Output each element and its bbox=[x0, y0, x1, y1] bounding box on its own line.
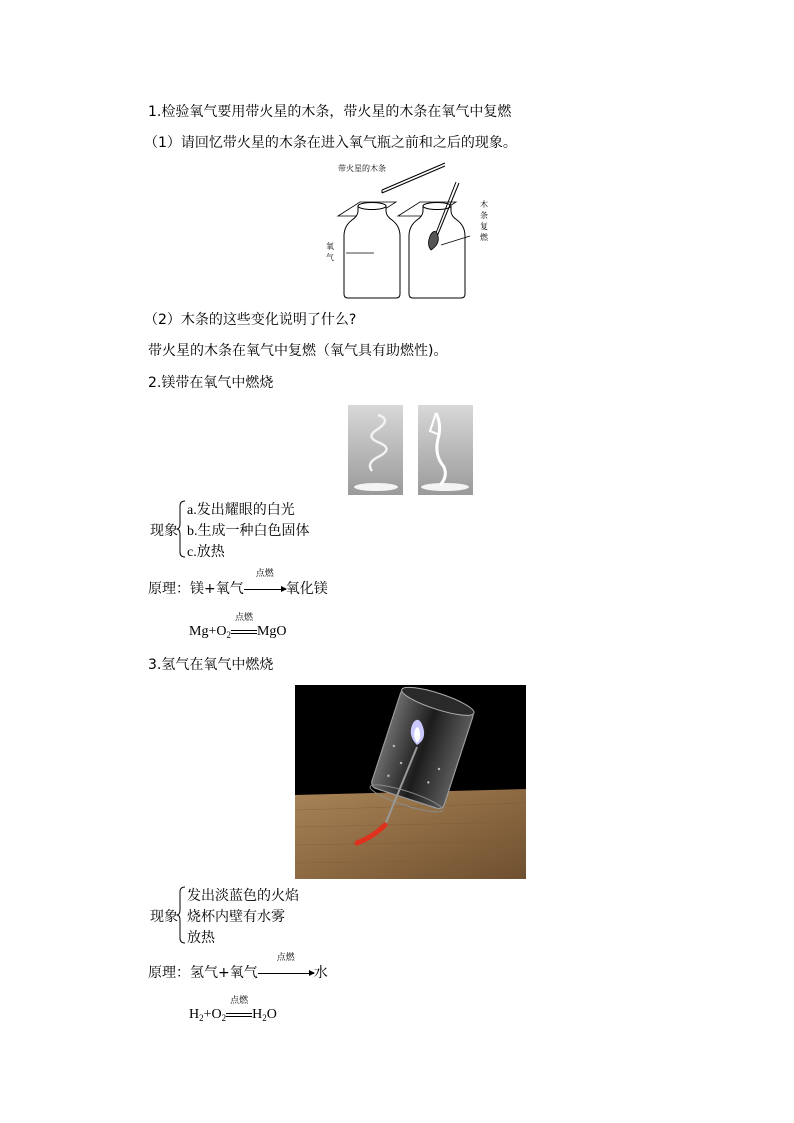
stick-label: 带火星的木条 bbox=[338, 164, 386, 173]
section2-reaction-arrow bbox=[244, 569, 286, 598]
section1-answer: 带火星的木条在氧气中复燃（氧气具有助燃性)。 bbox=[148, 343, 448, 359]
magnesium-burning-image bbox=[348, 405, 473, 495]
oxygen-bottles-figure bbox=[326, 158, 505, 303]
section3-formula-o-sub: 2 bbox=[221, 1013, 227, 1023]
section3-title: 3.氢气在氧气中燃烧 bbox=[148, 657, 274, 673]
section2-phenomenon-b: b.生成一种白色固体 bbox=[187, 524, 310, 539]
bottles-drawing bbox=[330, 158, 505, 303]
section2-word-equation bbox=[148, 569, 328, 598]
section3-formula-equation bbox=[189, 995, 277, 1024]
section1-question-2: （2）木条的这些变化说明了什么? bbox=[144, 312, 357, 328]
section1-question-1: （1）请回忆带火星的木条在进入氧气瓶之前和之后的现象。 bbox=[144, 135, 517, 151]
section1-title: 1.检验氧气要用带火星的木条，带火星的木条在氧气中复燃 bbox=[148, 104, 512, 120]
section3-word-equation bbox=[148, 953, 328, 982]
oxygen-label-1: 氧 bbox=[326, 242, 334, 251]
section3-phenomenon-1: 发出淡蓝色的火焰 bbox=[187, 889, 299, 904]
section2-phenomenon-c: c.放热 bbox=[187, 545, 225, 560]
section3-formula-right-o: O bbox=[266, 1007, 277, 1022]
section3-formula-plus-o: +O bbox=[203, 1007, 222, 1022]
section3-formula-right-h-sub: 2 bbox=[262, 1013, 267, 1023]
rekindle-label-3: 复 bbox=[480, 222, 488, 231]
section3-formula-arrow bbox=[226, 995, 252, 1024]
section3-word-reactants: 氢气+氧气 bbox=[190, 965, 258, 981]
section2-condition: 点燃 bbox=[255, 569, 274, 579]
section3-principle-label: 原理： bbox=[148, 965, 190, 981]
section3-word-product: 水 bbox=[313, 965, 328, 981]
section3-condition: 点燃 bbox=[276, 953, 295, 963]
section2-title: 2.镁带在氧气中燃烧 bbox=[148, 375, 274, 391]
section2-word-reactants: 镁+氧气 bbox=[190, 581, 244, 597]
rekindle-label-1: 木 bbox=[480, 200, 488, 209]
section2-formula-arrow bbox=[231, 612, 257, 641]
oxygen-label-2: 气 bbox=[326, 253, 334, 262]
section2-word-product: 氧化镁 bbox=[285, 581, 328, 597]
section3-phenomena-label: 现象 bbox=[150, 909, 178, 925]
hydrogen-burning-image bbox=[295, 685, 526, 879]
section2-formula-condition: 点燃 bbox=[234, 612, 253, 622]
section3-reaction-arrow bbox=[258, 953, 314, 982]
section2-brace-icon bbox=[176, 500, 186, 558]
section2-formula-equation bbox=[189, 612, 287, 641]
section2-formula-right: MgO bbox=[256, 624, 287, 639]
rekindle-label-2: 条 bbox=[480, 211, 488, 220]
section2-phenomena-label: 现象 bbox=[150, 523, 178, 539]
section3-formula-right-h: H bbox=[252, 1007, 263, 1022]
section3-formula-h-sub: 2 bbox=[199, 1013, 204, 1023]
section2-principle-label: 原理： bbox=[148, 581, 190, 597]
section2-formula-left-sub: 2 bbox=[226, 630, 231, 640]
section3-formula-h: H bbox=[189, 1007, 200, 1022]
hydrogen-photo bbox=[295, 685, 526, 879]
section3-phenomenon-2: 烧杯内壁有水雾 bbox=[187, 910, 285, 925]
section2-phenomenon-a: a.发出耀眼的白光 bbox=[187, 503, 295, 518]
section2-formula-left: Mg+O bbox=[189, 624, 227, 639]
section3-formula-condition: 点燃 bbox=[230, 995, 249, 1005]
magnesium-photos bbox=[348, 405, 473, 495]
section3-brace-icon bbox=[176, 886, 186, 944]
section3-phenomenon-3: 放热 bbox=[187, 931, 215, 946]
rekindle-label-4: 燃 bbox=[480, 233, 488, 242]
